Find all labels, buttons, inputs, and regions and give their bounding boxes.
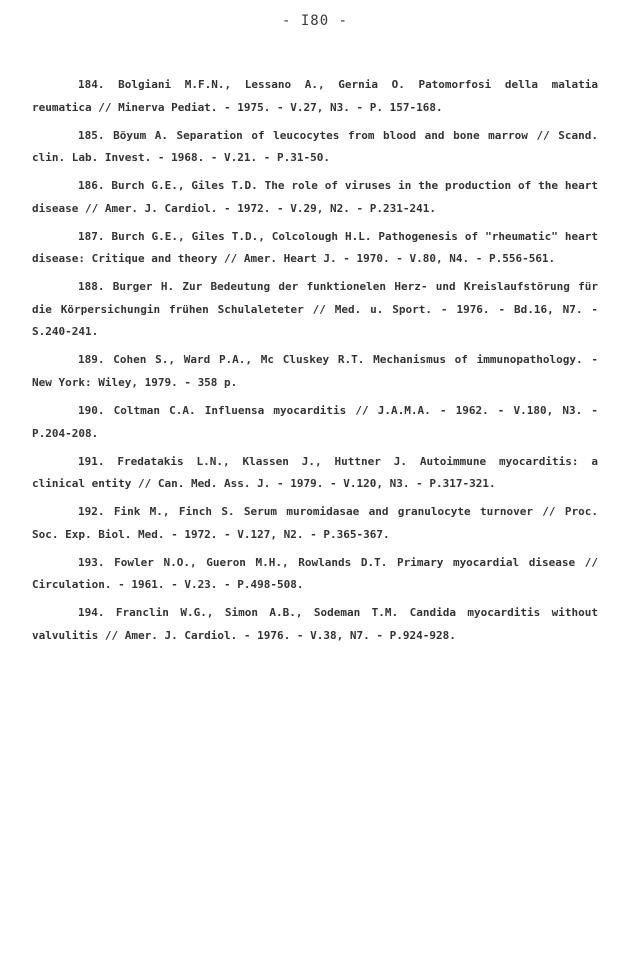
reference-number: 186. <box>78 179 105 193</box>
reference-number: 191. <box>78 454 105 468</box>
reference-text: Böyum A. Separation of leucocytes from blood and bone marrow // Scand. clin. Lab. Invest. - 1968. - V.21. - P.31-50. <box>32 128 598 165</box>
reference-number: 190. <box>78 404 105 418</box>
reference-text: Fredatakis L.N., Klassen J., Huttner J. Autoimmune myocarditis: a clinical entity // Can. Med. Ass. J. - 1979. - V.120, N3. - P.317-321. <box>32 454 598 491</box>
reference-item <box>32 125 598 170</box>
reference-item <box>32 451 598 496</box>
reference-item <box>32 501 598 546</box>
reference-item <box>32 226 598 271</box>
reference-item <box>32 74 598 119</box>
reference-number: 189. <box>78 353 105 367</box>
reference-item <box>32 400 598 445</box>
reference-text: Burch G.E., Giles T.D. The role of viruses in the production of the heart disease // Amer. J. Cardiol. - 1972. - V.29, N2. - P.231-241. <box>32 179 598 215</box>
reference-item <box>32 552 598 597</box>
reference-text: Cohen S., Ward P.A., Mc Cluskey R.T. Mechanismus of immunopathology. - New York: Wiley, 1979. - 358 p. <box>32 353 598 389</box>
reference-item <box>32 349 598 394</box>
page-number: - I80 - <box>281 13 348 29</box>
reference-list <box>32 74 598 653</box>
reference-item <box>32 602 598 647</box>
reference-number: 187. <box>78 229 105 243</box>
reference-number: 188. <box>78 280 105 294</box>
reference-text: Bolgiani M.F.N., Lessano A., Gernia O. Patomorfosi della malatia reumatica // Minerva Pediat. - 1975. - V.27, N3. - P. 157-168. <box>32 78 599 114</box>
reference-number: 184. <box>78 78 105 91</box>
reference-number: 185. <box>78 128 105 142</box>
reference-text: Fowler N.O., Gueron M.H., Rowlands D.T. Primary myocardial disease // Circulation. - 1961. - V.23. - P.498-508. <box>32 555 598 592</box>
reference-text: Franclin W.G., Simon A.B., Sodeman T.M. Candida myocarditis without valvulitis // Amer. J. Cardiol. - 1976. - V.38, N7. - P.924-928. <box>32 606 598 642</box>
reference-text: Fink M., Finch S. Serum muromidasae and granulocyte turnover // Proc. Soc. Exp. Biol. Med. - 1972. - V.127, N2. - P.365-367. <box>32 505 598 541</box>
reference-item <box>32 276 598 344</box>
reference-item <box>32 175 598 220</box>
reference-text: Burger H. Zur Bedeutung der funktionelen Herz- und Kreislaufstörung für die Körpersichungin frühen Schulaleteter // Med. u. Sport. - 1976. - Bd.16, N7. - S.240-241. <box>32 280 599 339</box>
reference-text: Burch G.E., Giles T.D., Colcolough H.L. Pathogenesis of "rheumatic" heart disease: Critique and theory // Amer. Heart J. - 1970. - V.80, N4. - P.556-561. <box>32 229 598 266</box>
reference-number: 194. <box>78 606 105 620</box>
reference-text: Coltman C.A. Influensa myocarditis // J.A.M.A. - 1962. - V.180, N3. - P.204-208. <box>32 404 598 440</box>
reference-number: 193. <box>78 555 105 569</box>
reference-number: 192. <box>78 505 105 519</box>
